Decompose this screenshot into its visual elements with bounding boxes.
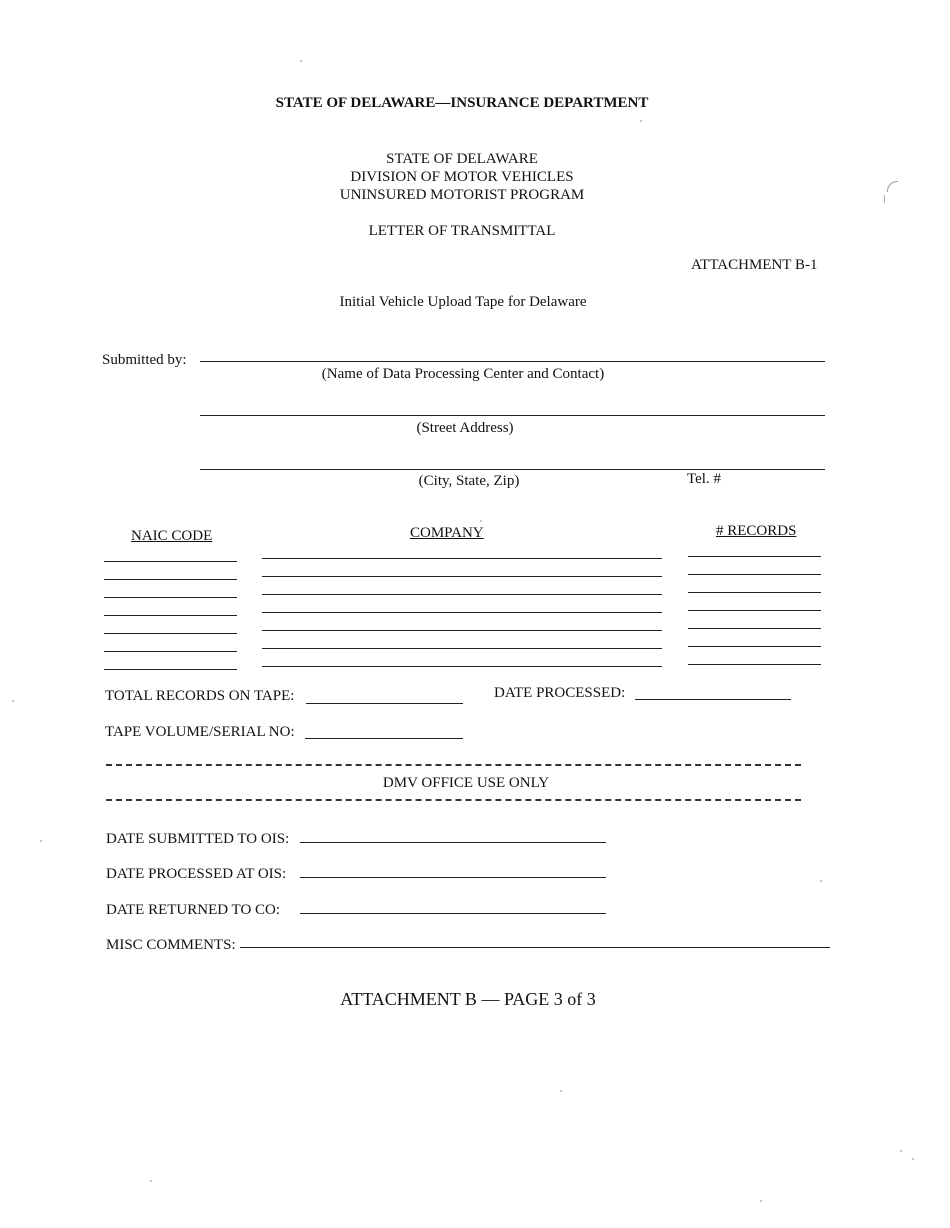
naic-field-row-3[interactable] <box>104 597 237 598</box>
name-caption: (Name of Data Processing Center and Contact) <box>321 366 605 382</box>
submitter-name-field[interactable] <box>200 361 825 362</box>
city-caption: (City, State, Zip) <box>418 473 520 489</box>
agency-heading: STATE OF DELAWARE—INSURANCE DEPARTMENT <box>275 95 649 111</box>
records-field-row-5[interactable] <box>688 628 821 629</box>
office-use-bottom-divider <box>106 799 801 801</box>
submitted-by-label: Submitted by: <box>102 352 187 368</box>
company-field-row-6[interactable] <box>262 648 662 649</box>
state-heading: STATE OF DELAWARE <box>386 151 538 167</box>
naic-field-row-4[interactable] <box>104 615 237 616</box>
program-heading: UNINSURED MOTORIST PROGRAM <box>339 187 585 203</box>
records-field-row-2[interactable] <box>688 574 821 575</box>
date-returned-field[interactable] <box>300 913 606 914</box>
records-header: # RECORDS <box>716 523 797 539</box>
tape-volume-label: TAPE VOLUME/SERIAL NO: <box>105 724 295 740</box>
total-records-label: TOTAL RECORDS ON TAPE: <box>105 688 295 704</box>
company-field-row-3[interactable] <box>262 594 662 595</box>
letter-title: LETTER OF TRANSMITTAL <box>368 223 556 239</box>
date-processed-ois-label: DATE PROCESSED AT OIS: <box>106 866 287 882</box>
misc-comments-label: MISC COMMENTS: <box>106 937 236 953</box>
naic-field-row-7[interactable] <box>104 669 237 670</box>
company-field-row-4[interactable] <box>262 612 662 613</box>
office-use-title: DMV OFFICE USE ONLY <box>382 775 550 791</box>
total-records-field[interactable] <box>306 703 463 704</box>
division-heading: DIVISION OF MOTOR VEHICLES <box>350 169 574 185</box>
naic-field-row-1[interactable] <box>104 561 237 562</box>
records-field-row-1[interactable] <box>688 556 821 557</box>
naic-field-row-5[interactable] <box>104 633 237 634</box>
office-use-top-divider <box>106 764 801 766</box>
company-field-row-2[interactable] <box>262 576 662 577</box>
date-submitted-field[interactable] <box>300 842 606 843</box>
naic-field-row-6[interactable] <box>104 651 237 652</box>
misc-comments-field[interactable] <box>240 947 830 948</box>
date-processed-field[interactable] <box>635 699 791 700</box>
company-header: COMPANY <box>410 525 484 541</box>
records-field-row-4[interactable] <box>688 610 821 611</box>
form-subtitle: Initial Vehicle Upload Tape for Delaware <box>339 294 587 310</box>
street-address-field[interactable] <box>200 415 825 416</box>
tel-label: Tel. # <box>687 471 721 487</box>
company-field-row-5[interactable] <box>262 630 662 631</box>
naic-code-header: NAIC CODE <box>131 528 213 544</box>
date-processed-ois-field[interactable] <box>300 877 606 878</box>
city-state-zip-field[interactable] <box>200 469 825 470</box>
date-returned-label: DATE RETURNED TO CO: <box>106 902 281 918</box>
attachment-label: ATTACHMENT B-1 <box>691 257 818 273</box>
company-field-row-7[interactable] <box>262 666 662 667</box>
records-field-row-3[interactable] <box>688 592 821 593</box>
naic-field-row-2[interactable] <box>104 579 237 580</box>
records-field-row-7[interactable] <box>688 664 821 665</box>
records-field-row-6[interactable] <box>688 646 821 647</box>
tape-volume-field[interactable] <box>305 738 463 739</box>
date-submitted-label: DATE SUBMITTED TO OIS: <box>106 831 290 847</box>
street-caption: (Street Address) <box>416 420 514 436</box>
page-footer: ATTACHMENT B — PAGE 3 of 3 <box>340 989 596 1009</box>
date-processed-label: DATE PROCESSED: <box>494 685 626 701</box>
company-field-row-1[interactable] <box>262 558 662 559</box>
